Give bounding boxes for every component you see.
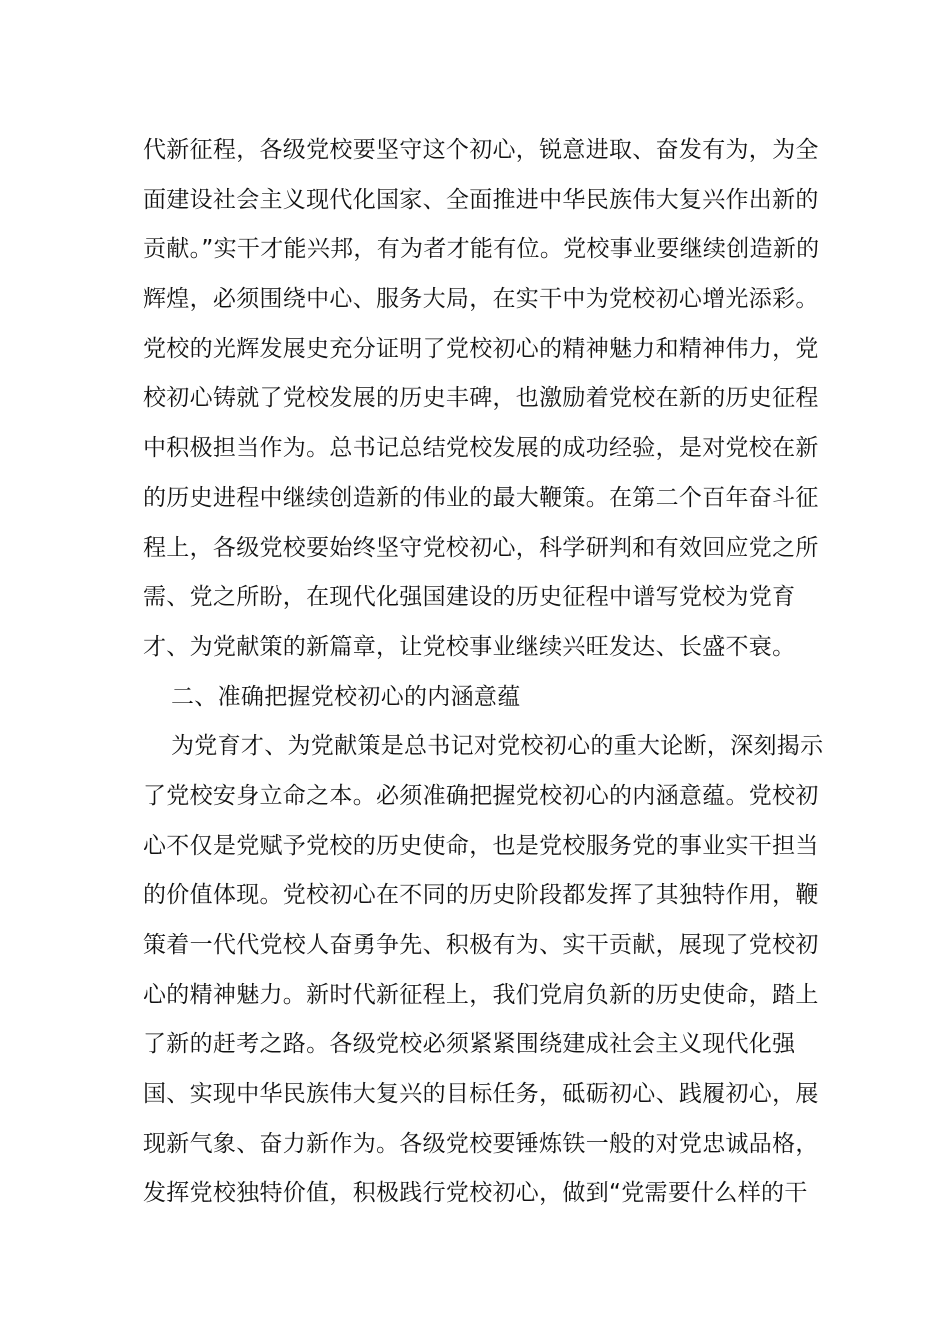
text-line: 代新征程，各级党校要坚守这个初心，锐意进取、奋发有为，为全 (143, 137, 819, 163)
text-line: 面建设社会主义现代化国家、全面推进中华民族伟大复兴作出新的 (143, 186, 819, 213)
text-line: 的价值体现。党校初心在不同的历史阶段都发挥了其独特作用，鞭 (143, 882, 819, 909)
document-body (143, 126, 824, 1219)
text-line: 发挥党校独特价值，积极践行党校初心，做到“党需要什么样的干 (143, 1180, 808, 1207)
text-line: 贡献。”实干才能兴邦，有为者才能有位。党校事业要继续创造新的 (143, 236, 820, 263)
text-line: 的历史进程中继续创造新的伟业的最大鞭策。在第二个百年奋斗征 (143, 484, 819, 511)
text-line: 策着一代代党校人奋勇争先、积极有为、实干贡献，展现了党校初 (143, 932, 819, 958)
text-line: 才、为党献策的新篇章，让党校事业继续兴旺发达、长盛不衰。 (143, 633, 796, 660)
text-line: 心的精神魅力。新时代新征程上，我们党肩负新的历史使命，踏上 (143, 981, 819, 1008)
paragraph-first-line: 为党育才、为党献策是总书记对党校初心的重大论断，深刻揭示 (171, 733, 824, 760)
text-line: 了党校安身立命之本。必须准确把握党校初心的内涵意蕴。党校初 (143, 782, 819, 809)
text-line: 心不仅是党赋予党校的历史使命，也是党校服务党的事业实干担当 (143, 832, 819, 859)
text-line: 校初心铸就了党校发展的历史丰碑，也激励着党校在新的历史征程 (143, 385, 819, 412)
text-line: 辉煌，必须围绕中心、服务大局，在实干中为党校初心增光添彩。 (143, 286, 819, 313)
text-line: 中积极担当作为。总书记总结党校发展的成功经验，是对党校在新 (143, 435, 819, 462)
text-line: 了新的赶考之路。各级党校必须紧紧围绕建成社会主义现代化强 (143, 1031, 796, 1058)
text-line: 党校的光辉发展史充分证明了党校初心的精神魅力和精神伟力，党 (143, 335, 819, 362)
section-heading: 二、准确把握党校初心的内涵意蕴 (171, 683, 521, 710)
text-line: 国、实现中华民族伟大复兴的目标任务，砥砺初心、践履初心，展 (143, 1081, 819, 1108)
text-line: 程上，各级党校要始终坚守党校初心，科学研判和有效回应党之所 (143, 534, 819, 561)
text-line: 现新气象、奋力新作为。各级党校要锤炼铁一般的对党忠诚品格， (143, 1130, 819, 1157)
text-line: 需、党之所盼，在现代化强国建设的历史征程中谱写党校为党育 (143, 584, 796, 611)
